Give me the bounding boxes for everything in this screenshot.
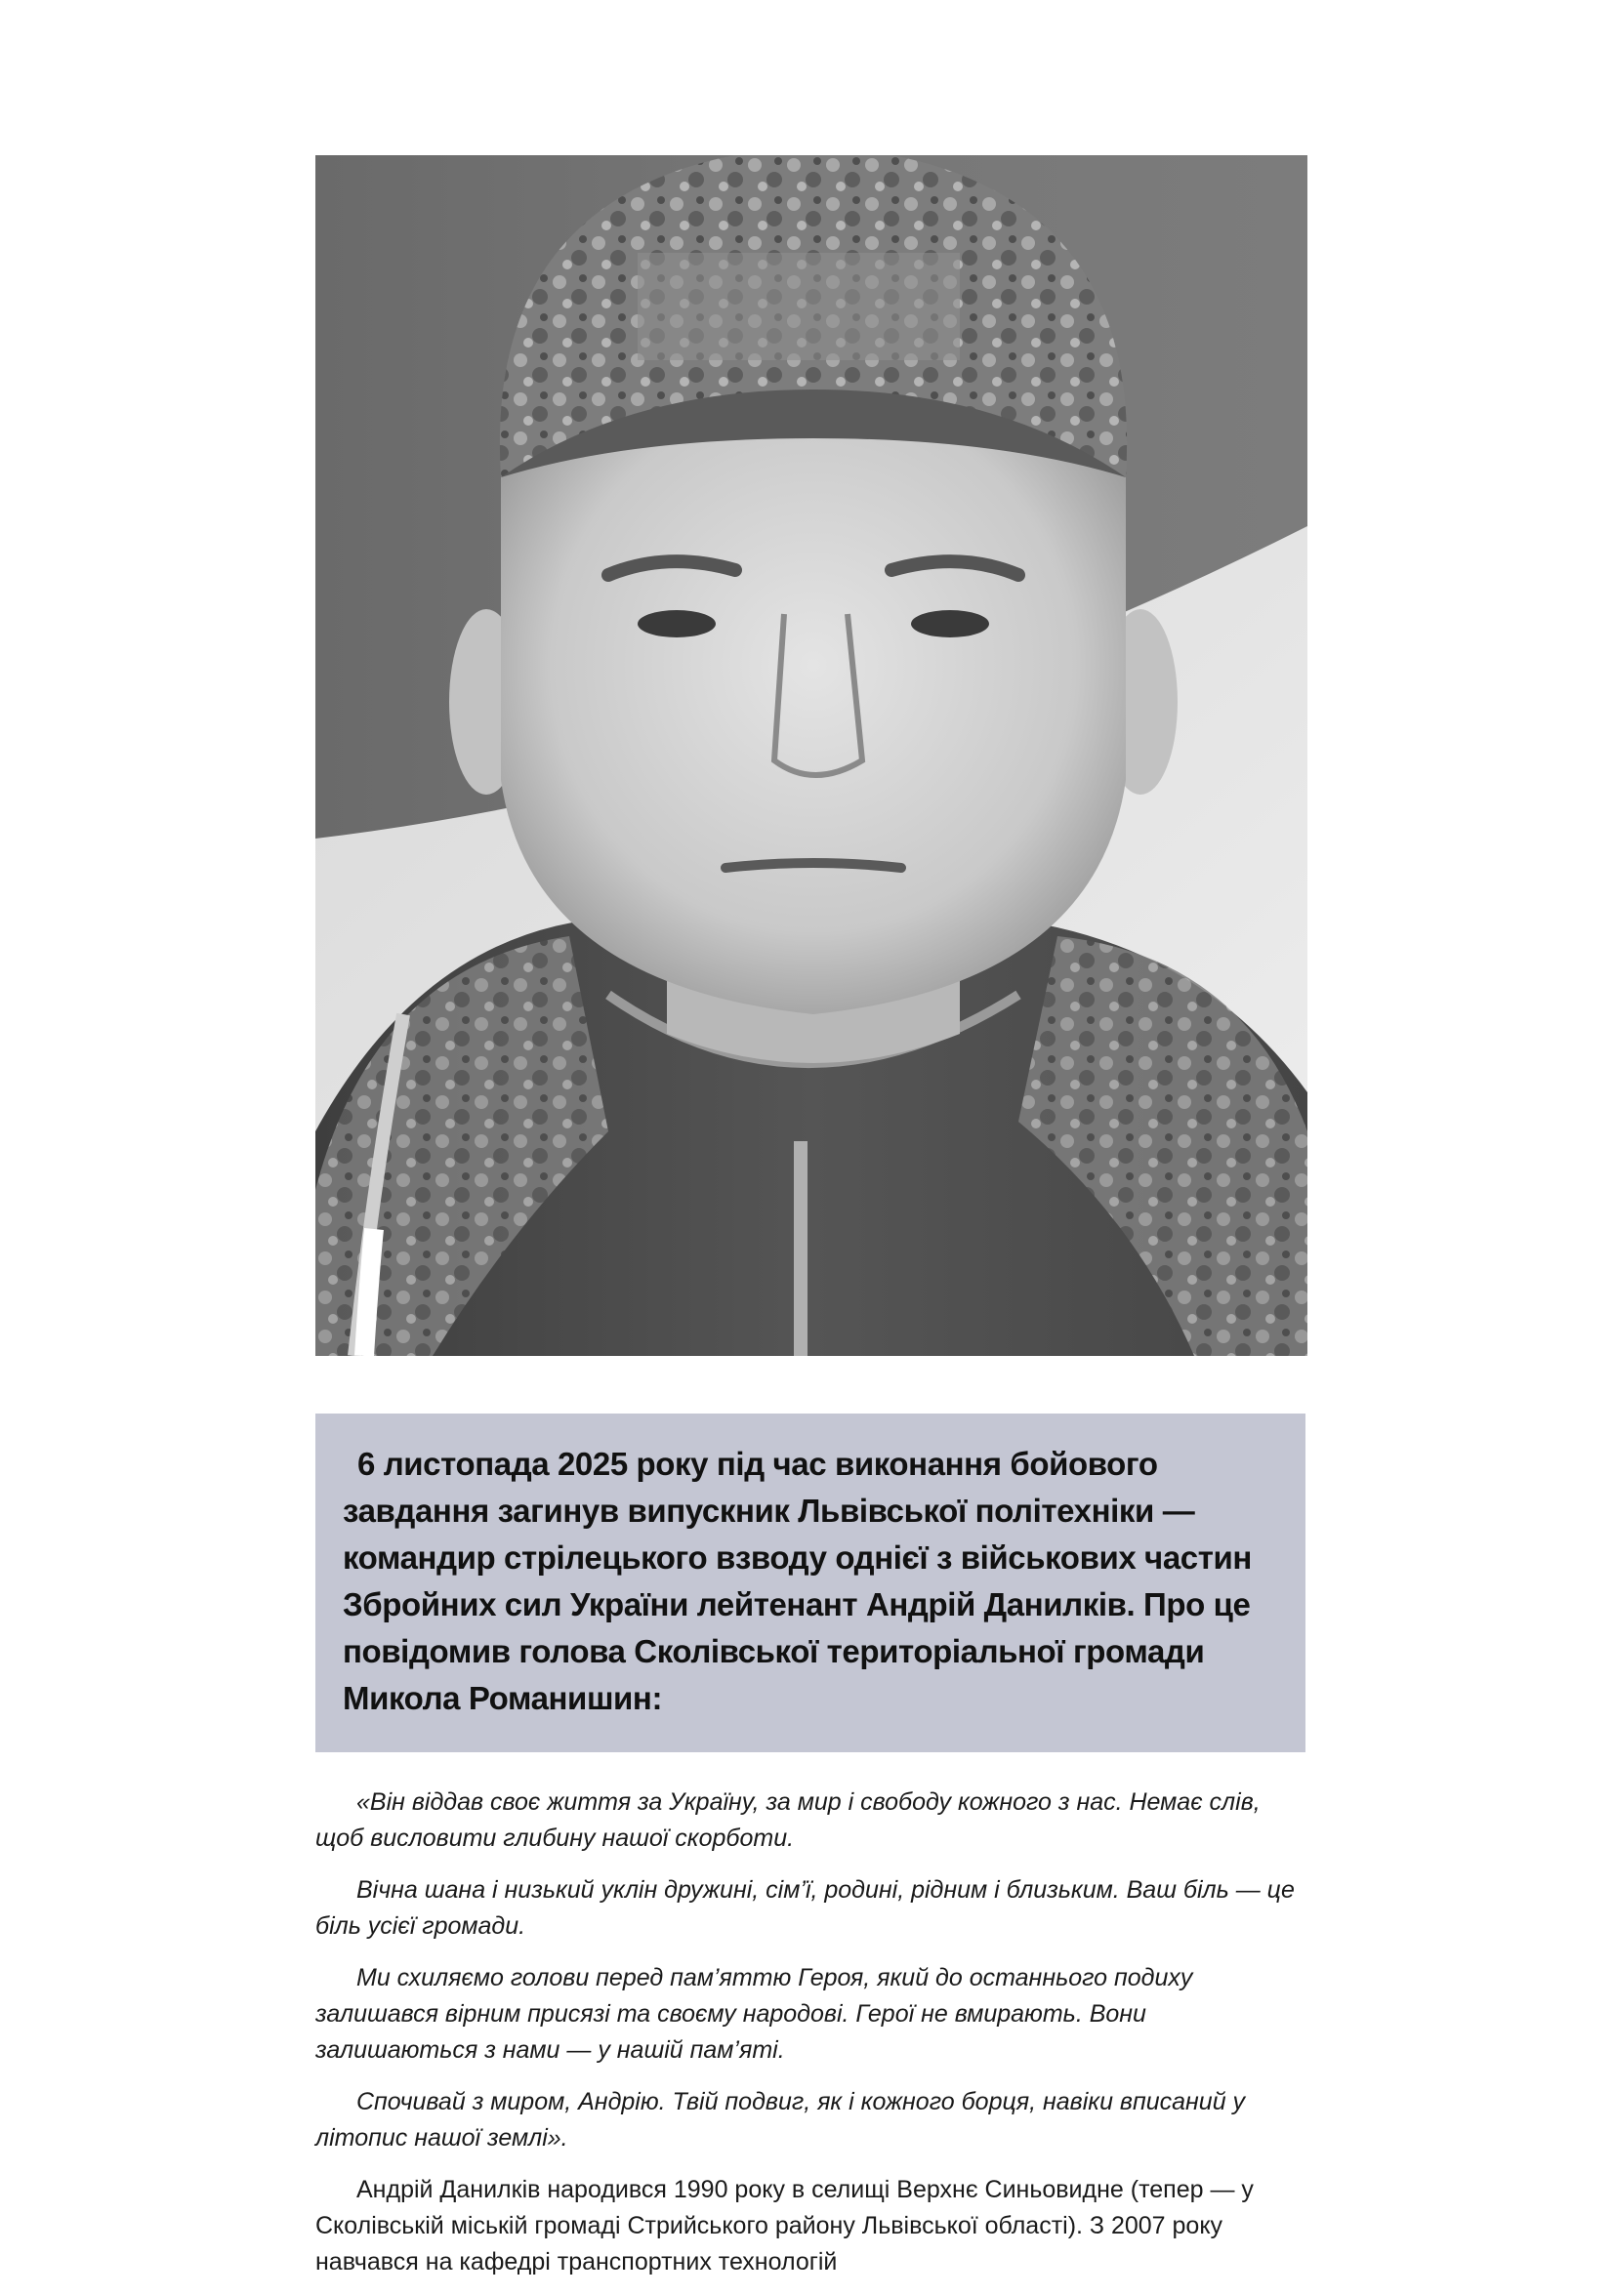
quote-paragraph: Вічна шана і низький уклін дружині, сім’ї, родині, рідним і близьким. Ваш біль — це біль усієї громади.	[315, 1876, 1295, 1940]
quote-paragraph: Спочивай з миром, Андрію. Твій подвиг, як і кожного борця, навіки вписаний у літопис нашої землі».	[315, 2088, 1246, 2152]
quote-paragraph: Ми схиляємо голови перед пам’яттю Героя, який до останнього подиху залишався вірним присязі та своєму народові. Герої не вмирають. Вони залишаються з нами — у нашій пам’яті.	[315, 1964, 1193, 2064]
lead-paragraph: 6 листопада 2025 року під час виконання бойового завдання загинув випускник Львівської політехніки — командир стрілецького взводу однієї з військових частин Збройних сил України лейтенант Андрій Данилків. Про це повідомив голова Сколівської територіальної громади Микола Романишин:	[343, 1446, 1252, 1716]
biography-paragraph: Андрій Данилків народився 1990 року в селищі Верхнє Синьовидне (тепер — у Сколівській міській громаді Стрийського району Львівської області). З 2007 року навчався на кафедрі транспортних технологій	[315, 2176, 1254, 2276]
quote-paragraph: «Він віддав своє життя за Україну, за мир і свободу кожного з нас. Немає слів, щоб висловити глибину нашої скорботи.	[315, 1788, 1261, 1852]
lead-box	[315, 1414, 1305, 1752]
portrait-image	[315, 155, 1307, 1356]
article-body	[315, 1784, 1306, 2296]
portrait-photo	[315, 155, 1307, 1356]
